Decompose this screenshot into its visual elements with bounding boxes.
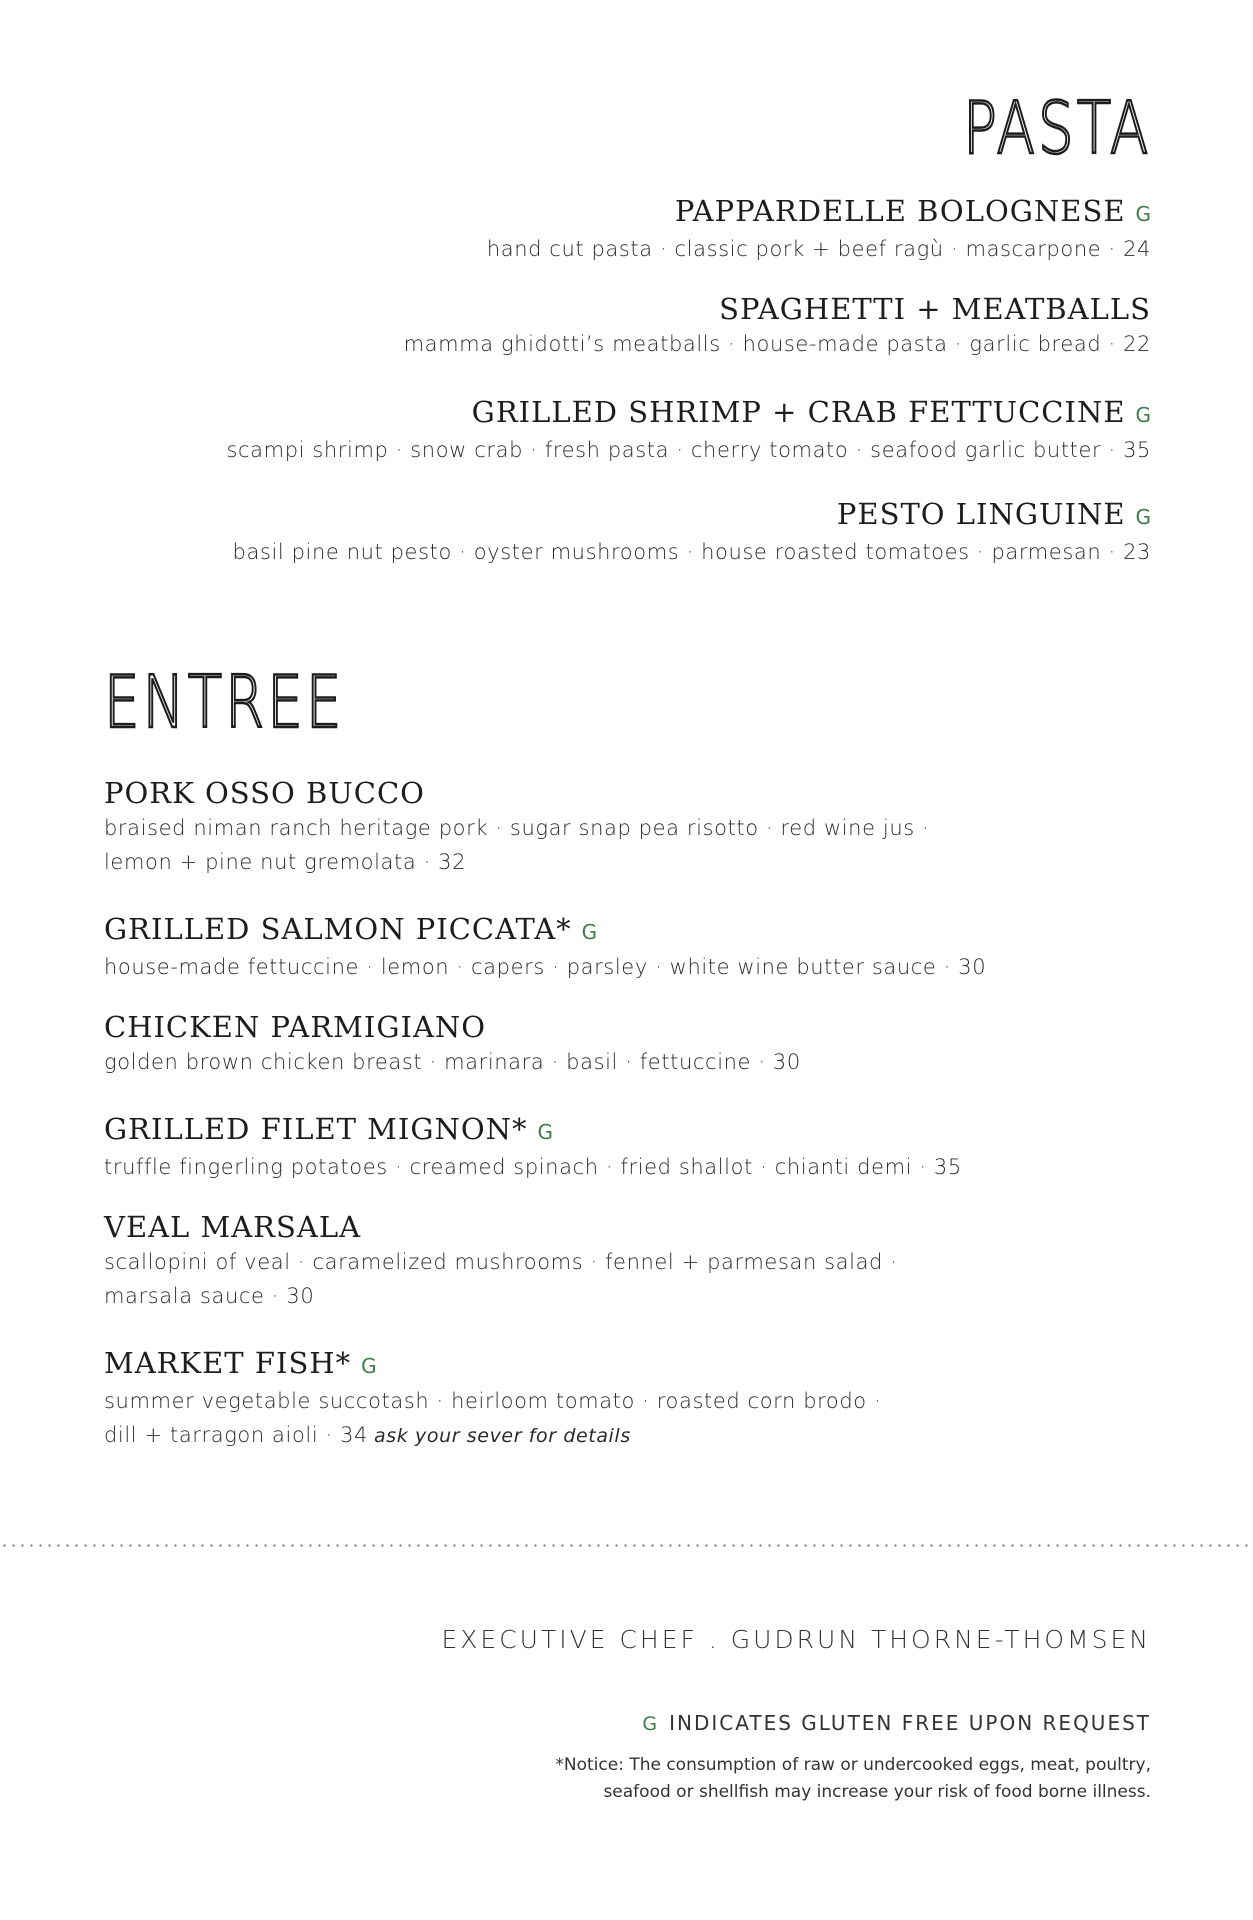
dotted-divider xyxy=(0,1544,1253,1547)
executive-chef-credit: EXECUTIVE CHEF . GUDRUN THORNE-THOMSEN xyxy=(441,1625,1151,1654)
menu-item-pesto-linguine xyxy=(233,496,1151,569)
gluten-free-marker: G xyxy=(581,920,598,944)
notice-line: *Notice: The consumption of raw or undercooked eggs, meat, poultry, xyxy=(555,1755,1151,1775)
item-description: scampi shrimp · snow crab · fresh pasta · cherry tomato · seafood garlic butter · 35 xyxy=(226,438,1151,462)
gluten-free-marker: G xyxy=(1135,505,1151,529)
gluten-free-marker: G xyxy=(537,1120,554,1144)
item-description: basil pine nut pesto · oyster mushrooms · house roasted tomatoes · parmesan · 23 xyxy=(232,540,1151,564)
item-description: lemon + pine nut gremolata · 32 xyxy=(104,850,467,874)
item-description: truffle fingerling potatoes · creamed spinach · fried shallot · chianti demi · 35 xyxy=(104,1155,962,1179)
item-name: PESTO LINGUINE G xyxy=(836,497,1151,531)
item-name: GRILLED SALMON PICCATA* G xyxy=(104,912,598,946)
menu-item-shrimp-crab-fettuccine xyxy=(226,394,1151,467)
item-description: scallopini of veal · caramelized mushrooms · fennel + parmesan salad · xyxy=(104,1250,898,1274)
menu-item-pappardelle-bolognese xyxy=(487,193,1151,266)
gluten-free-marker: G xyxy=(642,1713,658,1735)
item-description: dill + tarragon aioli · 34 ask your sever for details xyxy=(104,1423,631,1447)
item-name: CHICKEN PARMIGIANO xyxy=(104,1010,487,1044)
menu-item-chicken-parmigiano xyxy=(104,1009,801,1079)
entree-section-title: ENTREE xyxy=(104,660,345,744)
item-name: GRILLED FILET MIGNON* G xyxy=(104,1112,554,1146)
item-description: golden brown chicken breast · marinara · basil · fettuccine · 30 xyxy=(104,1050,801,1074)
item-name: PAPPARDELLE BOLOGNESE G xyxy=(674,194,1151,228)
gluten-free-marker: G xyxy=(1135,202,1151,226)
menu-item-market-fish xyxy=(104,1345,881,1453)
gluten-free-legend xyxy=(642,1711,1151,1735)
item-description: braised niman ranch heritage pork · sugar snap pea risotto · red wine jus · xyxy=(104,816,930,840)
gluten-free-marker: G xyxy=(361,1354,377,1378)
item-description: hand cut pasta · classic pork + beef ragù · mascarpone · 24 xyxy=(486,237,1151,261)
item-description: summer vegetable succotash · heirloom tomato · roasted corn brodo · xyxy=(104,1389,882,1413)
pasta-section-title: PASTA xyxy=(962,86,1151,170)
item-description: marsala sauce · 30 xyxy=(104,1284,315,1308)
item-description: mamma ghidotti’s meatballs · house-made pasta · garlic bread · 22 xyxy=(403,332,1151,356)
item-note: ask your sever for details xyxy=(374,1425,631,1447)
notice-line: seafood or shellfish may increase your risk of food borne illness. xyxy=(603,1782,1151,1802)
item-name: GRILLED SHRIMP + CRAB FETTUCCINE G xyxy=(471,395,1151,429)
item-description: house-made fettuccine · lemon · capers · parsley · white wine butter sauce · 30 xyxy=(104,955,987,979)
gluten-free-marker: G xyxy=(1135,403,1151,427)
item-name: PORK OSSO BUCCO xyxy=(104,776,425,810)
item-name: VEAL MARSALA xyxy=(104,1210,362,1244)
menu-item-filet-mignon xyxy=(104,1111,962,1184)
food-safety-notice xyxy=(555,1752,1151,1806)
menu-item-salmon-piccata xyxy=(104,911,986,984)
menu-item-pork-osso-bucco xyxy=(104,775,929,879)
menu-item-spaghetti-meatballs xyxy=(404,291,1151,361)
menu-item-veal-marsala xyxy=(104,1209,898,1313)
item-name: SPAGHETTI + MEATBALLS xyxy=(719,292,1151,326)
gluten-free-legend-text: INDICATES GLUTEN FREE UPON REQUEST xyxy=(669,1711,1151,1735)
item-name: MARKET FISH* G xyxy=(104,1346,377,1380)
